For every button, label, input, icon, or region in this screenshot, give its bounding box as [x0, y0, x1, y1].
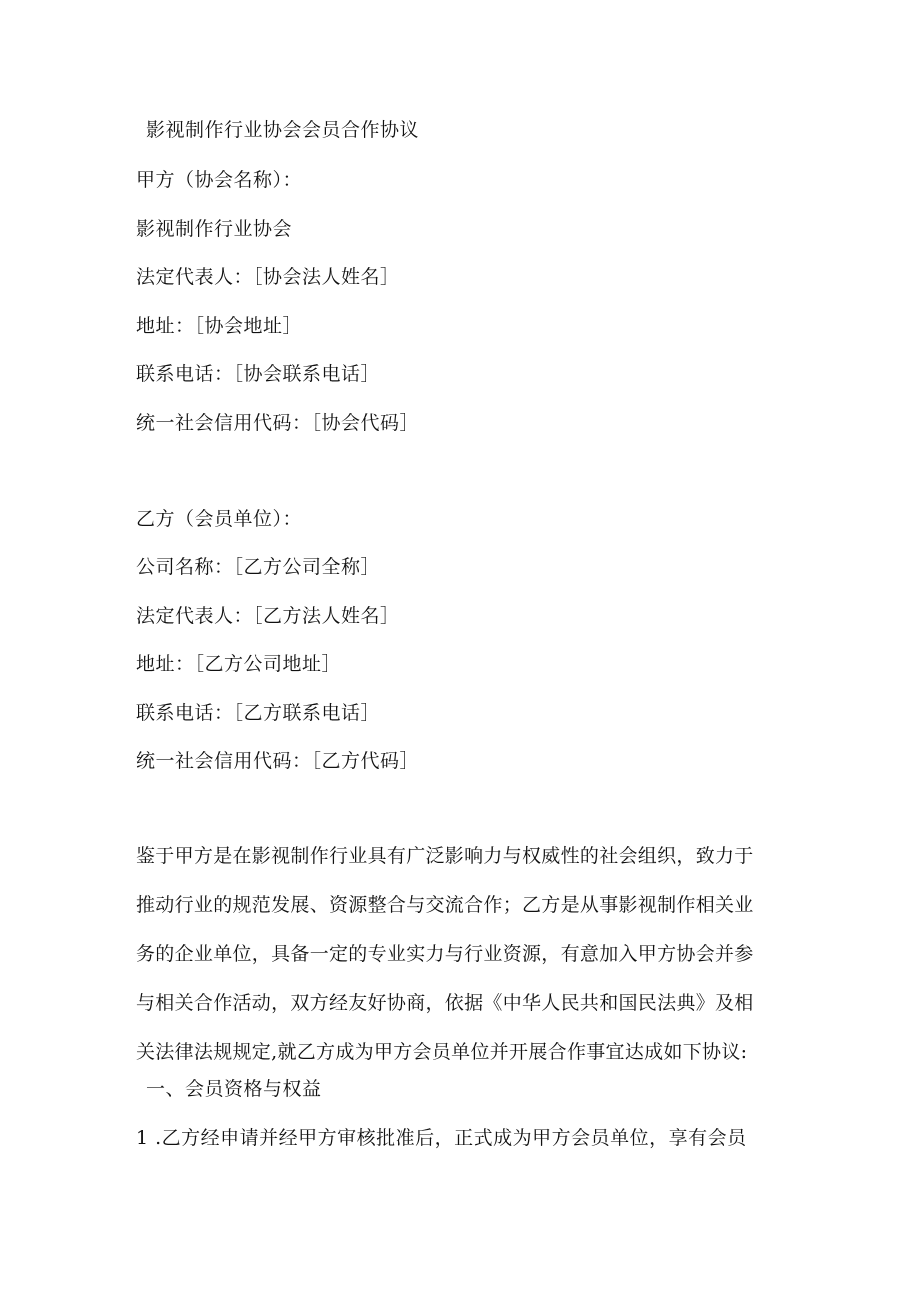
party-b-address: 地址：［乙方公司地址］ — [136, 653, 342, 675]
clause-1: 1 .乙方经申请并经甲方审核批准后，正式成为甲方会员单位，享有会员 — [136, 1127, 747, 1149]
preamble-line: 关法律法规规定,就乙方成为甲方会员单位并开展合作事宜达成如下协议: — [136, 1041, 748, 1063]
party-b-heading: 乙方（会员单位）： — [136, 508, 303, 530]
preamble-line: 与相关合作活动，双方经友好协商，依据《中华人民共和国民法典》及相 — [136, 992, 754, 1014]
party-a-address: 地址：［协会地址］ — [136, 315, 303, 337]
document-title: 影视制作行业协会会员合作协议 — [146, 119, 420, 141]
preamble-line: 鉴于甲方是在影视制作行业具有广泛影响力与权威性的社会组织，致力于 — [136, 845, 754, 867]
party-a-name: 影视制作行业协会 — [136, 218, 293, 240]
party-a-legal-rep: 法定代表人：［协会法人姓名］ — [136, 266, 400, 288]
party-a-phone: 联系电话：［协会联系电话］ — [136, 363, 381, 385]
preamble-line: 务的企业单位，具备一定的专业实力与行业资源，有意加入甲方协会并参 — [136, 943, 754, 965]
party-b-phone: 联系电话：［乙方联系电话］ — [136, 702, 381, 724]
preamble-line: 推动行业的规范发展、资源整合与交流合作；乙方是从事影视制作相关业 — [136, 894, 754, 916]
party-b-credit-code: 统一社会信用代码：［乙方代码］ — [136, 750, 420, 772]
party-b-company: 公司名称：［乙方公司全称］ — [136, 556, 381, 578]
section-1-heading: 一、会员资格与权益 — [146, 1078, 322, 1100]
preamble-paragraph — [136, 832, 796, 1077]
party-b-legal-rep: 法定代表人：［乙方法人姓名］ — [136, 605, 400, 627]
party-a-credit-code: 统一社会信用代码：［协会代码］ — [136, 412, 420, 434]
party-a-heading: 甲方（协会名称）： — [136, 169, 303, 191]
